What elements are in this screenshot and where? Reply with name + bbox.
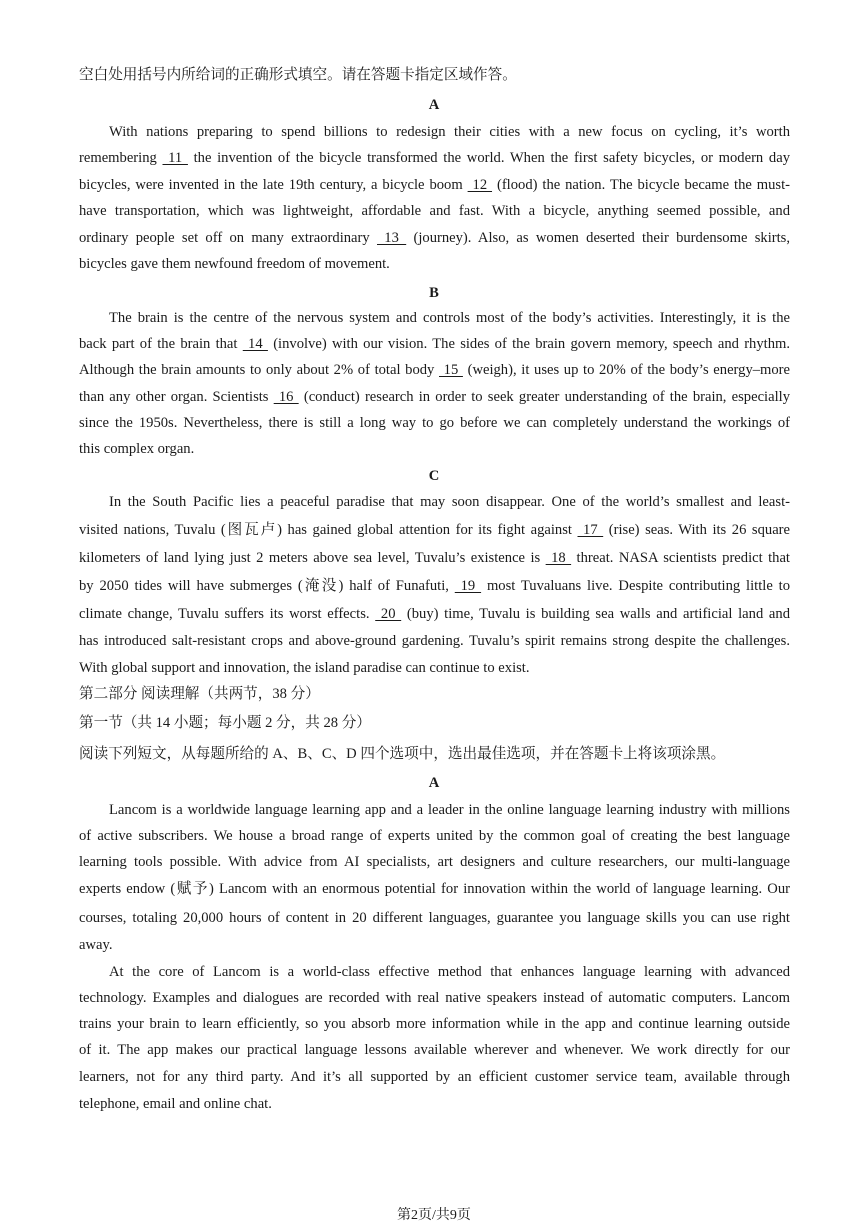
passage-line [79, 548, 790, 568]
blank-number: 11 [162, 150, 188, 166]
line-text: than any other organ. Scientists [79, 389, 269, 405]
part2-heading: 第二部分 阅读理解（共两节，38 分） [79, 686, 320, 702]
blank-number: 13 [377, 230, 407, 246]
line-text: With global support and innovation, the island paradise can continue to exist. [79, 660, 530, 676]
line-text: (buy) time, Tuvalu is building sea walls and artificial land and [406, 606, 790, 622]
line-text: (flood) the nation. The bicycle became the must- [496, 177, 790, 193]
reading-line: learners, not for any third party. And it’s all supported by an efficient customer service team, available through [79, 1069, 790, 1085]
reading-line: of it. The app makes our practical language lessons available wherever and whenever. We work directly for our [79, 1042, 790, 1058]
line-text: threat. NASA scientists predict that [576, 550, 790, 566]
line-text: back part of the brain that [79, 336, 238, 352]
reading-line: courses, totaling 20,000 hours of content in 20 different languages, guarantee you language skills you can use right [79, 910, 790, 926]
line-text: this complex organ. [79, 441, 195, 457]
line-text: (journey). Also, as women deserted their burdensome skirts, [413, 230, 790, 246]
passage-line [109, 492, 790, 512]
passage-line [79, 576, 790, 596]
line-text: kilometers of land lying just 2 meters above sea level, Tuvalu’s existence is [79, 550, 541, 566]
line-text: (rise) seas. With its 26 square [608, 522, 791, 538]
blank-number: 15 [439, 362, 463, 378]
reading-line: learning tools possible. With advice from AI specialists, art designers and culture researchers, our multi-language [79, 854, 790, 870]
blank-number: 20 [375, 606, 402, 622]
reading-line: trains your brain to learn efficiently, so you absorb more information while in the app and continue learning outside [79, 1016, 790, 1032]
passage-line [79, 175, 790, 195]
line-text: (conduct) research in order to seek greater understanding of the brain, especially [303, 389, 790, 405]
reading-line: At the core of Lancom is a world-class effective method that enhances language learning with advanced [109, 964, 790, 980]
line-text: bicycles, were invented in the late 19th century, a bicycle boom [79, 177, 463, 193]
blank-number: 16 [273, 389, 299, 405]
passage-line [79, 520, 790, 540]
passage-line [79, 413, 790, 433]
line-text: the invention of the bicycle transformed the world. When the first safety bicycles, or modern day [193, 150, 790, 166]
passage-label: B [429, 285, 439, 301]
line-text: remembering [79, 150, 157, 166]
passage-line [79, 334, 790, 354]
line-text: Although the brain amounts to only about 2% of total body [79, 362, 435, 378]
passage-line [79, 604, 790, 624]
line-text: have transportation, which was lightweight, affordable and fast. With a bicycle, anything seemed possible, and [79, 203, 790, 219]
blank-number: 17 [577, 522, 604, 538]
blank-number: 14 [242, 336, 268, 352]
passage-line [79, 360, 790, 380]
line-text: bicycles gave them newfound freedom of movement. [79, 256, 390, 272]
line-text: With nations preparing to spend billions to redesign their cities with a new focus on cycling, it’s worth [109, 124, 790, 140]
passage-line [79, 658, 790, 678]
reading-line: telephone, email and online chat. [79, 1096, 272, 1112]
reading-line: technology. Examples and dialogues are recorded with real native speakers instead of automatic computers. Lancom [79, 990, 790, 1006]
line-text: since the 1950s. Nevertheless, there is still a long way to go before we can completely understand the workings of [79, 415, 790, 431]
line-text: by 2050 tides will have submerges (淹没) half of Funafuti, [79, 578, 449, 594]
passage-line [109, 308, 790, 328]
section1-heading: 第一节（共 14 小题；每小题 2 分，共 28 分） [79, 715, 371, 731]
line-text: climate change, Tuvalu suffers its worst effects. [79, 606, 370, 622]
passage-line [79, 254, 790, 274]
line-text: has introduced salt-resistant crops and above-ground gardening. Tuvalu’s spirit remains strong despite the challenges. [79, 633, 790, 649]
reading-line: away. [79, 937, 113, 953]
line-text: (involve) with our vision. The sides of the brain govern memory, speech and rhythm. [273, 336, 790, 352]
passage-label: A [428, 97, 440, 113]
passage-line [79, 228, 790, 248]
page-footer: 第2页/共9页 [397, 1208, 471, 1223]
reading-line: experts endow (赋予) Lancom with an enormous potential for innovation within the world of language learning. Our [79, 881, 790, 897]
line-text: ordinary people set off on many extraordinary [79, 230, 370, 246]
reading-passage-label: A [428, 775, 440, 791]
passage-line [79, 631, 790, 651]
passage-label: C [428, 468, 440, 484]
passage-line [79, 439, 790, 459]
blank-number: 19 [454, 578, 482, 594]
passage-line [79, 148, 790, 168]
blank-number: 12 [467, 177, 493, 193]
passage-line [79, 201, 790, 221]
line-text: visited nations, Tuvalu (图瓦卢) has gained global attention for its fight against [79, 522, 572, 538]
line-text: In the South Pacific lies a peaceful paradise that may soon disappear. One of the world’s smallest and least- [109, 494, 790, 510]
intro-text: 空白处用括号内所给词的正确形式填空。请在答题卡指定区域作答。 [79, 67, 517, 83]
line-text: (weigh), it uses up to 20% of the body’s energy–more [467, 362, 791, 378]
passage-line [109, 122, 790, 142]
line-text: The brain is the centre of the nervous system and controls most of the body’s activities. Interestingly, it is the [109, 310, 790, 326]
blank-number: 18 [545, 550, 572, 566]
reading-line: Lancom is a worldwide language learning app and a leader in the online language learning industry with millions [109, 802, 790, 818]
reading-line: of active subscribers. We house a broad range of experts united by the common goal of creating the best language [79, 828, 790, 844]
passage-line [79, 387, 790, 407]
line-text: most Tuvaluans live. Despite contributing little to [486, 578, 791, 594]
instructions-text: 阅读下列短文，从每题所给的 A、B、C、D 四个选项中，选出最佳选项，并在答题卡上将该项涂黑。 [79, 746, 726, 762]
